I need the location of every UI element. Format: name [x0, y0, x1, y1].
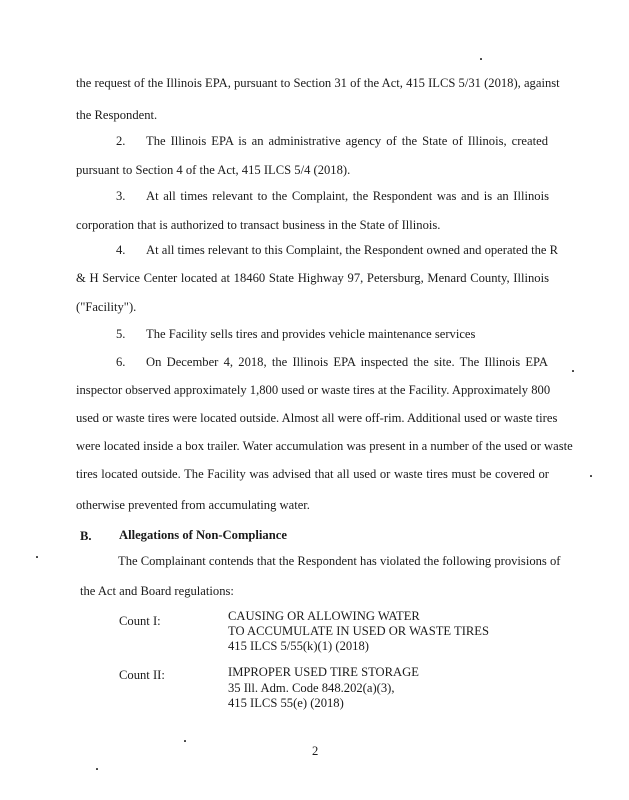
intro-line-1: the request of the Illinois EPA, pursuant to Section 31 of the Act, 415 ILCS 5/31 (2018), against	[76, 76, 560, 90]
count-2-line-2: 35 Ill. Adm. Code 848.202(a)(3),	[228, 681, 395, 695]
section-title: Allegations of Non-Compliance	[119, 528, 287, 542]
paragraph-6-line-5: tires located outside. The Facility was advised that all used or waste tires must be covered or	[76, 467, 549, 481]
scan-speck	[572, 370, 574, 372]
paragraph-2-number: 2.	[116, 134, 126, 148]
scan-speck	[590, 475, 592, 477]
section-letter: B.	[80, 529, 92, 543]
paragraph-2-line-1: The Illinois EPA is an administrative agency of the State of Illinois, created	[146, 134, 548, 148]
paragraph-2-line-2: pursuant to Section 4 of the Act, 415 ILCS 5/4 (2018).	[76, 163, 351, 177]
paragraph-4-line-3: ("Facility").	[76, 300, 137, 314]
count-1-label: Count I:	[119, 614, 161, 628]
paragraph-6-line-1: On December 4, 2018, the Illinois EPA inspected the site. The Illinois EPA	[146, 355, 548, 369]
paragraph-6-number: 6.	[116, 355, 126, 369]
scan-speck	[480, 58, 482, 60]
paragraph-4-line-2: & H Service Center located at 18460 State Highway 97, Petersburg, Menard County, Illinois	[76, 271, 549, 285]
count-1-line-2: TO ACCUMULATE IN USED OR WASTE TIRES	[228, 624, 489, 638]
paragraph-6-line-6: otherwise prevented from accumulating water.	[76, 498, 310, 512]
count-2-line-3: 415 ILCS 55(e) (2018)	[228, 696, 344, 710]
paragraph-3-number: 3.	[116, 189, 126, 203]
count-1-line-3: 415 ILCS 5/55(k)(1) (2018)	[228, 639, 369, 653]
count-2-label: Count II:	[119, 668, 165, 682]
paragraph-5-line-1: The Facility sells tires and provides vehicle maintenance services	[146, 327, 476, 341]
scan-speck	[36, 556, 38, 558]
count-2-line-1: IMPROPER USED TIRE STORAGE	[228, 665, 419, 679]
scan-speck	[96, 768, 98, 770]
paragraph-5-number: 5.	[116, 327, 126, 341]
section-intro-line-1: The Complainant contends that the Respondent has violated the following provisions of	[118, 554, 561, 568]
paragraph-6-line-4: were located inside a box trailer. Water accumulation was present in a number of the used or waste	[76, 439, 573, 453]
paragraph-6-line-2: inspector observed approximately 1,800 used or waste tires at the Facility. Approximately 800	[76, 383, 551, 397]
paragraph-3-line-2: corporation that is authorized to transact business in the State of Illinois.	[76, 218, 441, 232]
paragraph-4-line-1: At all times relevant to this Complaint, the Respondent owned and operated the R	[146, 243, 559, 257]
paragraph-6-line-3: used or waste tires were located outside. Almost all were off-rim. Additional used or waste tires	[76, 411, 558, 425]
paragraph-4-number: 4.	[116, 243, 126, 257]
section-intro-line-2: the Act and Board regulations:	[80, 584, 234, 598]
paragraph-3-line-1: At all times relevant to the Complaint, the Respondent was and is an Illinois	[146, 189, 549, 203]
page-number: 2	[312, 744, 319, 758]
intro-line-2: the Respondent.	[76, 108, 158, 122]
scan-speck	[184, 740, 186, 742]
count-1-line-1: CAUSING OR ALLOWING WATER	[228, 609, 420, 623]
